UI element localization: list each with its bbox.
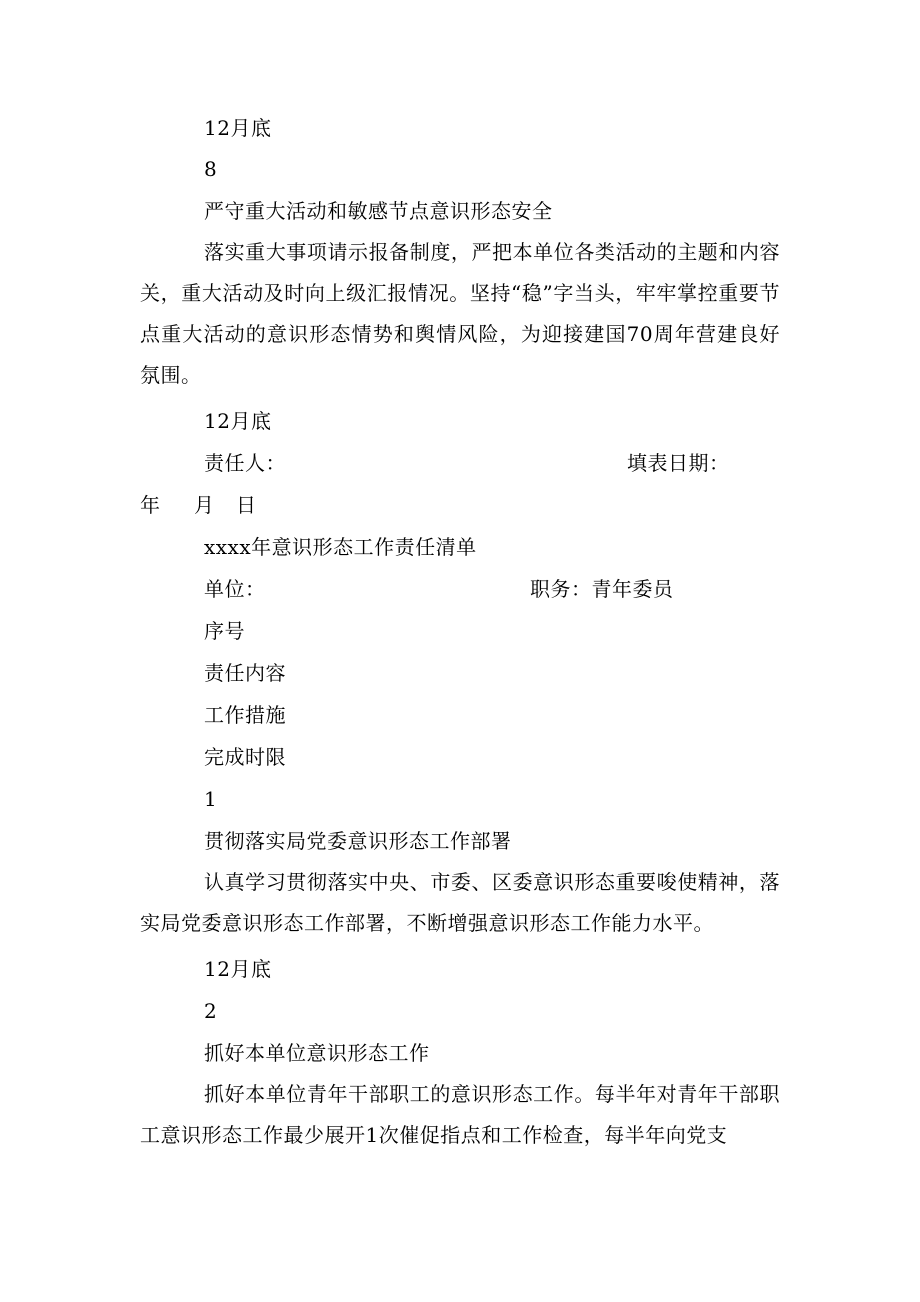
deadline-text: 12月底 (204, 116, 272, 140)
position-label: 职务：青年委员 (530, 577, 674, 601)
row-number: 2 (204, 999, 218, 1023)
responsible-person-label: 责任人： (204, 451, 286, 475)
work-measure-paragraph: 落实重大事项请示报备制度，严把本单位各类活动的主题和内容关，重大活动及时向上级汇报情况。坚持“稳”字当头，牢牢掌控重要节点重大活动的意识形态情势和舆情风险，为迎接建国70周年营建良好氛围。 (140, 240, 780, 387)
work-measure-paragraph: 认真学习贯彻落实中央、市委、区委意识形态重要唆使精神，落实局党委意识形态工作部署，不断增强意识形态工作能力水平。 (140, 870, 780, 935)
responsibility-content: 贯彻落实局党委意识形态工作部署 (204, 829, 512, 853)
year-label: 年 (140, 493, 161, 517)
unit-label: 单位： (204, 577, 266, 601)
month-label: 月 (194, 493, 215, 517)
date-fields (140, 493, 257, 517)
column-header-measures: 工作措施 (204, 703, 286, 727)
row-number: 1 (204, 787, 218, 811)
responsibility-content: 严守重大活动和敏感节点意识形态安全 (204, 199, 553, 223)
column-header-seq: 序号 (204, 619, 245, 643)
row-number: 8 (204, 157, 218, 181)
list-title: xxxx年意识形态工作责任清单 (204, 535, 477, 559)
deadline-text: 12月底 (204, 409, 272, 433)
fill-date-label: 填表日期： (627, 451, 730, 475)
responsibility-content: 抓好本单位意识形态工作 (204, 1041, 430, 1065)
work-measure-paragraph: 抓好本单位青年干部职工的意识形态工作。每半年对青年干部职工意识形态工作最少展开1次催促指点和工作检查，每半年向党支 (140, 1082, 780, 1147)
day-label: 日 (236, 493, 257, 517)
column-header-deadline: 完成时限 (204, 745, 286, 769)
column-header-content: 责任内容 (204, 661, 286, 685)
deadline-text: 12月底 (204, 957, 272, 981)
